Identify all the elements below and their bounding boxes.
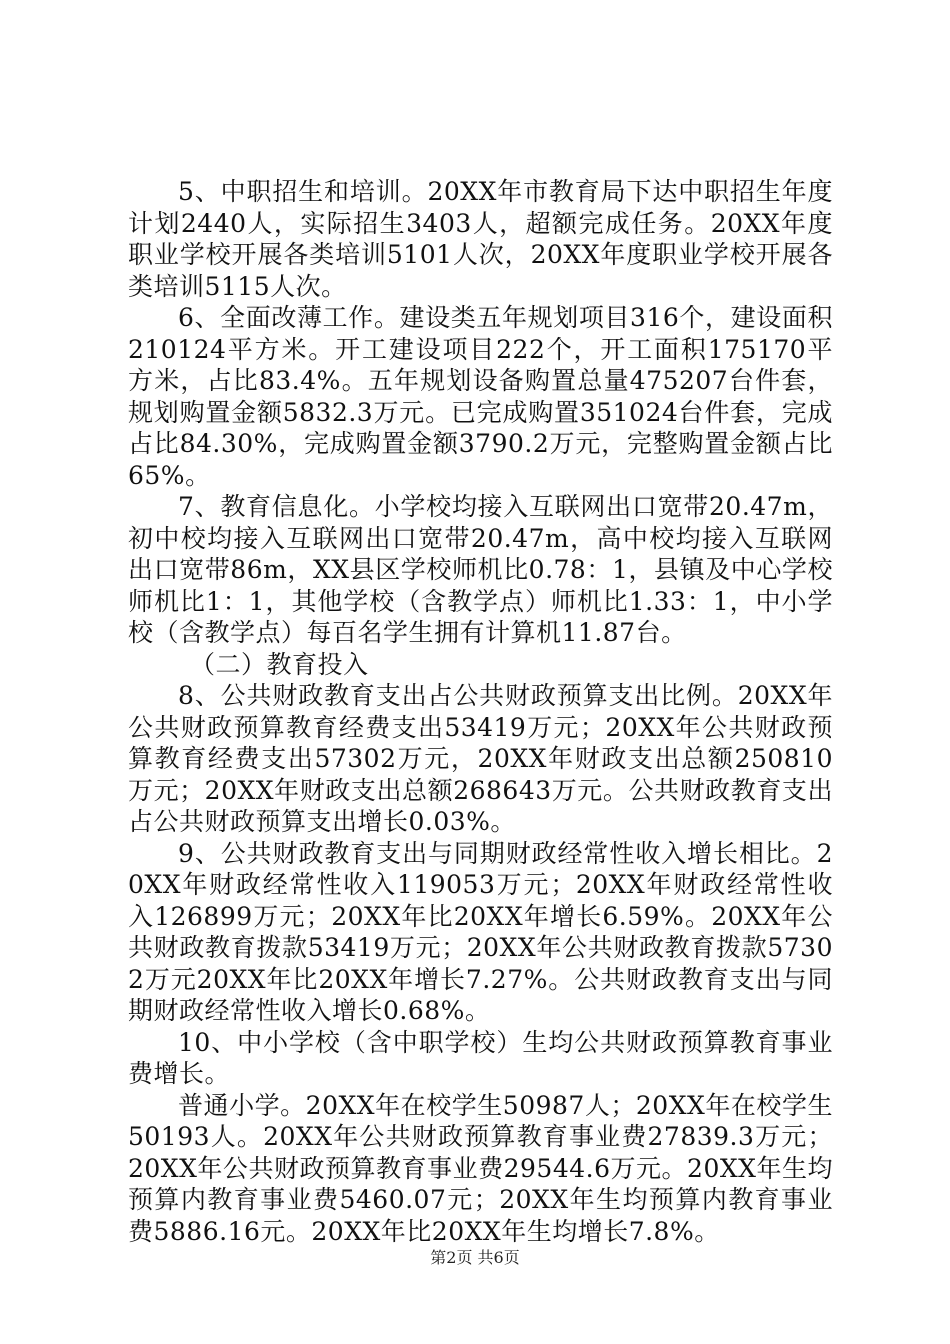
page-number-footer: 第2页 共6页 <box>430 1248 520 1267</box>
paragraph-vocational-enrollment: 5、中职招生和培训。20XX年市教育局下达中职招生年度计划2440人，实际招生3403人，超额完成任务。20XX年度职业学校开展各类培训5101人次，20XX年度职业学校开展各类培训5115人次。 <box>128 177 833 301</box>
paragraph-school-renovation: 6、全面改薄工作。建设类五年规划项目316个，建设面积210124平方米。开工建设项目222个，开工面积175170平方米，占比83.4%。五年规划设备购置总量475207台件套，规划购置金额5832.3万元。已完成购置351024台件套，完成占比84.30%，完成购置金额3790.2万元，完整购置金额占比65%。 <box>128 303 833 490</box>
paragraph-fiscal-revenue-growth: 9、公共财政教育支出与同期财政经常性收入增长相比。20XX年财政经常性收入119053万元；20XX年财政经常性收入126899万元；20XX年比20XX年增长6.59%。20XX年公共财政教育拨款53419万元；20XX年公共财政教育拨款57302万元20XX年比20XX年增长7.27%。公共财政教育支出与同期财政经常性收入增长0.68%。 <box>128 838 833 1025</box>
paragraph-education-informatization: 7、教育信息化。小学校均接入互联网出口宽带20.47m，初中校均接入互联网出口宽带20.47m，高中校均接入互联网出口宽带86m，XX县区学校师机比0.78：1，县镇及中心学校师机比1：1，其他学校（含教学点）师机比1.33：1，中小学校（含教学点）每百名学生拥有计算机11.87台。 <box>128 492 833 647</box>
section-heading-education-investment: （二）教育投入 <box>190 649 369 679</box>
paragraph-per-student-funding-heading: 10、中小学校（含中职学校）生均公共财政预算教育事业费增长。 <box>128 1027 833 1088</box>
paragraph-fiscal-expenditure-ratio: 8、公共财政教育支出占公共财政预算支出比例。20XX年公共财政预算教育经费支出53419万元；20XX年公共财政预算教育经费支出57302万元，20XX年财政支出总额250810万元；20XX年财政支出总额268643万元。公共财政教育支出占公共财政预算支出增长0.03%。 <box>128 681 833 836</box>
paragraph-primary-school: 普通小学。20XX年在校学生50987人；20XX年在校学生50193人。20XX年公共财政预算教育事业费27839.3万元；20XX年公共财政预算教育事业费29544.6万元。20XX年生均预算内教育事业费5460.07元；20XX年生均预算内教育事业费5886.16元。20XX年比20XX年生均增长7.8%。 <box>128 1090 833 1246</box>
document-body <box>128 176 833 1247</box>
